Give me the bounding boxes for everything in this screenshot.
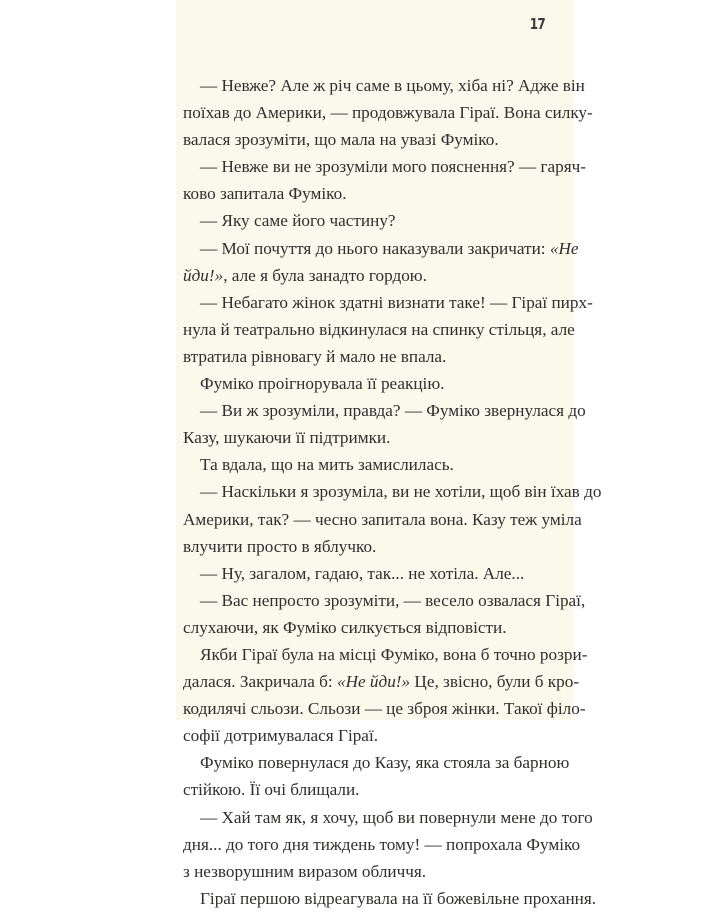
text-line: валася зрозуміти, що мала на увазі Фуміко. — [183, 130, 499, 150]
text-run: далася. Закричала б: — [183, 672, 337, 692]
text-line: Фуміко проігнорувала її реакцію. — [200, 374, 445, 394]
text-line: слухаючи, як Фуміко силкується відповісти. — [183, 617, 507, 637]
text-run: Це, звісно, були б кро- — [410, 672, 580, 692]
text-line: стійкою. Її очі блищали. — [183, 780, 360, 800]
text-line: Та вдала, що на мить замислилась. — [200, 455, 454, 475]
text-line: втратила рівновагу й мало не впала. — [183, 346, 447, 366]
text-line: — Ви ж зрозуміли, правда? — Фуміко звернулася до — [200, 401, 586, 421]
text-line — [183, 695, 586, 722]
text-run: , але я була занадто гордою. — [223, 265, 427, 285]
text-line — [183, 722, 548, 749]
text-line: — Небагато жінок здатні визнати таке! — Гіраї пирх- — [200, 292, 593, 312]
text-run: — Мої почуття до нього наказували закричати: — [200, 238, 550, 258]
text-line: — Вас непросто зрозуміти, — весело озвалася Гіраї, — [200, 590, 586, 610]
text-line: ково запитала Фуміко. — [183, 184, 347, 204]
italic-quote: йди!» — [183, 265, 224, 285]
text-line: — Ну, загалом, гадаю, так... не хотіла. Але... — [200, 563, 525, 583]
text-line: нула й театрально відкинулася на спинку стільця, але — [183, 319, 575, 339]
body-text — [183, 72, 602, 912]
text-line: Америки, так? — чесно запитала вона. Казу теж уміла — [183, 509, 582, 529]
text-line — [183, 235, 579, 262]
text-run: софії дотримувалася Гіраї. — [183, 726, 379, 746]
book-page — [176, 0, 602, 908]
text-line: з незворушним виразом обличчя. — [183, 861, 427, 881]
text-line: Фуміко повернулася до Казу, яка стояла за барною — [200, 753, 570, 773]
text-line: — Невже? Але ж річ саме в цьому, хіба ні? Адже він — [200, 76, 585, 95]
italic-quote: «Не йди!» — [336, 672, 411, 692]
italic-quote: «Не — [549, 238, 579, 258]
text-run: Якби Гіраї була на місці Фуміко, вона б точно розри- — [200, 644, 588, 664]
text-line: Казу, шукаючи її підтримки. — [183, 428, 391, 448]
text-line: — Невже ви не зрозуміли мого пояснення? — гаряч- — [200, 157, 587, 177]
text-line: Гіраї першою відреагувала на її божевільне прохання. — [200, 888, 597, 908]
text-run: кодилячі сльози. Сльози — це зброя жінки. Такої філо- — [183, 699, 586, 719]
text-line: — Яку саме його частину? — [200, 211, 396, 231]
text-line — [183, 668, 580, 695]
text-line: влучити просто в яблучко. — [183, 536, 377, 556]
text-line — [183, 262, 548, 289]
text-line — [183, 641, 588, 668]
text-line: — Хай там як, я хочу, щоб ви повернули мене до того — [200, 807, 593, 827]
page-number: 17 — [529, 15, 545, 33]
text-line: поїхав до Америки, — продовжувала Гіраї. Вона силку- — [183, 103, 593, 123]
text-line: дня... до того дня тиждень тому! — попрохала Фуміко — [183, 834, 581, 854]
text-line: — Наскільки я зрозуміла, ви не хотіли, щоб він їхав до — [200, 482, 602, 502]
